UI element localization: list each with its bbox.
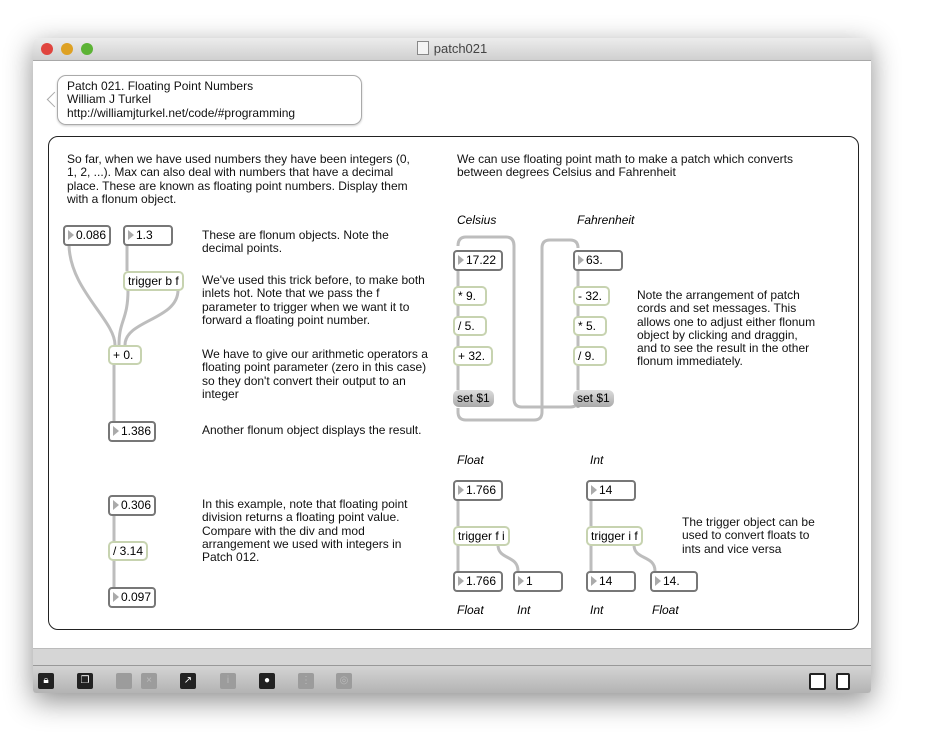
- number-value: 14: [599, 483, 613, 497]
- presentation-icon[interactable]: ↗: [180, 673, 196, 689]
- celsius-flonum[interactable]: [453, 250, 503, 271]
- triangle-icon: [578, 255, 584, 265]
- triangle-icon: [591, 576, 597, 586]
- triangle-icon: [518, 576, 524, 586]
- trigger-object[interactable]: trigger i f: [586, 526, 643, 546]
- subtract-object[interactable]: - 32.: [573, 286, 610, 306]
- flonum[interactable]: [63, 225, 111, 246]
- flonum[interactable]: [650, 571, 698, 592]
- set-message[interactable]: set $1: [573, 390, 614, 407]
- float-label: Float: [457, 603, 484, 617]
- number-box[interactable]: [513, 571, 563, 592]
- note: These are flonum objects. Note the decimal points.: [202, 228, 389, 256]
- flonum-value: 1.766: [466, 483, 497, 497]
- number-box[interactable]: [586, 480, 636, 501]
- new-view-icon[interactable]: ❐: [77, 673, 93, 689]
- flonum-value: 1.386: [121, 424, 152, 438]
- right-intro: We can use floating point math to make a patch which converts between degrees Celsius and Fahrenheit: [457, 152, 793, 180]
- flonum-value: 0.097: [121, 590, 152, 604]
- number-value: 14: [599, 574, 613, 588]
- int-label: Int: [590, 453, 604, 467]
- plus-object[interactable]: + 0.: [108, 345, 142, 365]
- flonum-value: 1.766: [466, 574, 497, 588]
- celsius-label: Celsius: [457, 213, 497, 227]
- note: We have to give our arithmetic operators a floating point parameter (zero in this case) so they don't convert their output to an integer: [202, 347, 428, 401]
- triangle-icon: [655, 576, 661, 586]
- triangle-icon: [113, 592, 119, 602]
- header-url: http://williamjturkel.net/code/#programming: [67, 106, 296, 120]
- grid-icon[interactable]: ⋮: [298, 673, 314, 689]
- flonum-value: 63.: [586, 253, 603, 267]
- triangle-icon: [458, 485, 464, 495]
- sync-icon[interactable]: ◎: [336, 673, 352, 689]
- triangle-icon: [128, 230, 134, 240]
- lock-icon[interactable]: 🔒︎: [38, 673, 54, 689]
- flonum-value: 1.3: [136, 228, 153, 242]
- triangle-icon: [458, 255, 464, 265]
- flonum[interactable]: [108, 587, 156, 608]
- divide-object[interactable]: / 5.: [453, 316, 487, 336]
- flonum[interactable]: [123, 225, 173, 246]
- triangle-icon: [68, 230, 74, 240]
- flonum[interactable]: [108, 495, 156, 516]
- triangle-icon: [591, 485, 597, 495]
- set-message[interactable]: set $1: [453, 390, 494, 407]
- triangle-icon: [458, 576, 464, 586]
- flonum[interactable]: [453, 571, 503, 592]
- window-title: patch021: [433, 41, 488, 56]
- flonum-value: 0.086: [76, 228, 107, 242]
- note: In this example, note that floating point division returns a floating point value. Compare with the div and mod arrangement we used with integers in Patch 012.: [202, 497, 408, 565]
- triangle-icon: [113, 426, 119, 436]
- flonum[interactable]: [453, 480, 503, 501]
- info-icon[interactable]: i: [220, 673, 236, 689]
- header-title: Patch 021. Floating Point Numbers: [67, 79, 254, 93]
- patch-cord-icon[interactable]: ●: [259, 673, 275, 689]
- content-panel: [48, 136, 859, 630]
- flonum-value: 14.: [663, 574, 680, 588]
- triangle-icon: [113, 500, 119, 510]
- multiply-object[interactable]: * 5.: [573, 316, 607, 336]
- int-label: Int: [517, 603, 531, 617]
- trigger-object[interactable]: trigger b f: [123, 271, 184, 291]
- left-intro: So far, when we have used numbers they have been integers (0, 1, 2, ...). Max can also deal with numbers that have a decimal place. These are known as floating point numbers. Display them with a flonum object.: [67, 152, 410, 206]
- delete-icon[interactable]: ×: [141, 673, 157, 689]
- multiply-object[interactable]: * 9.: [453, 286, 487, 306]
- float-label: Float: [652, 603, 679, 617]
- number-value: 1: [526, 574, 533, 588]
- divide-object[interactable]: / 9.: [573, 346, 607, 366]
- fahrenheit-flonum[interactable]: [573, 250, 623, 271]
- number-box[interactable]: [586, 571, 636, 592]
- note: The trigger object can be used to convert floats to ints and vice versa: [682, 515, 815, 556]
- flonum-value: 17.22: [466, 253, 497, 267]
- divide-object[interactable]: / 3.14: [108, 541, 148, 561]
- fahrenheit-label: Fahrenheit: [577, 213, 635, 227]
- flonum-value: 0.306: [121, 498, 152, 512]
- float-label: Float: [457, 453, 484, 467]
- add-object[interactable]: + 32.: [453, 346, 493, 366]
- flonum[interactable]: [108, 421, 156, 442]
- note: We've used this trick before, to make both inlets hot. Note that we pass the f parameter to trigger when we want it to forward a floating point number.: [202, 273, 425, 327]
- header-author: William J Turkel: [67, 92, 152, 106]
- note: Another flonum object displays the result.: [202, 423, 422, 437]
- trigger-object[interactable]: trigger f i: [453, 526, 510, 546]
- note: Note the arrangement of patch cords and set messages. This allows one to adjust either flonum object by clicking and draggin, and to see the result in the other flonum immediately.: [637, 288, 816, 369]
- int-label: Int: [590, 603, 604, 617]
